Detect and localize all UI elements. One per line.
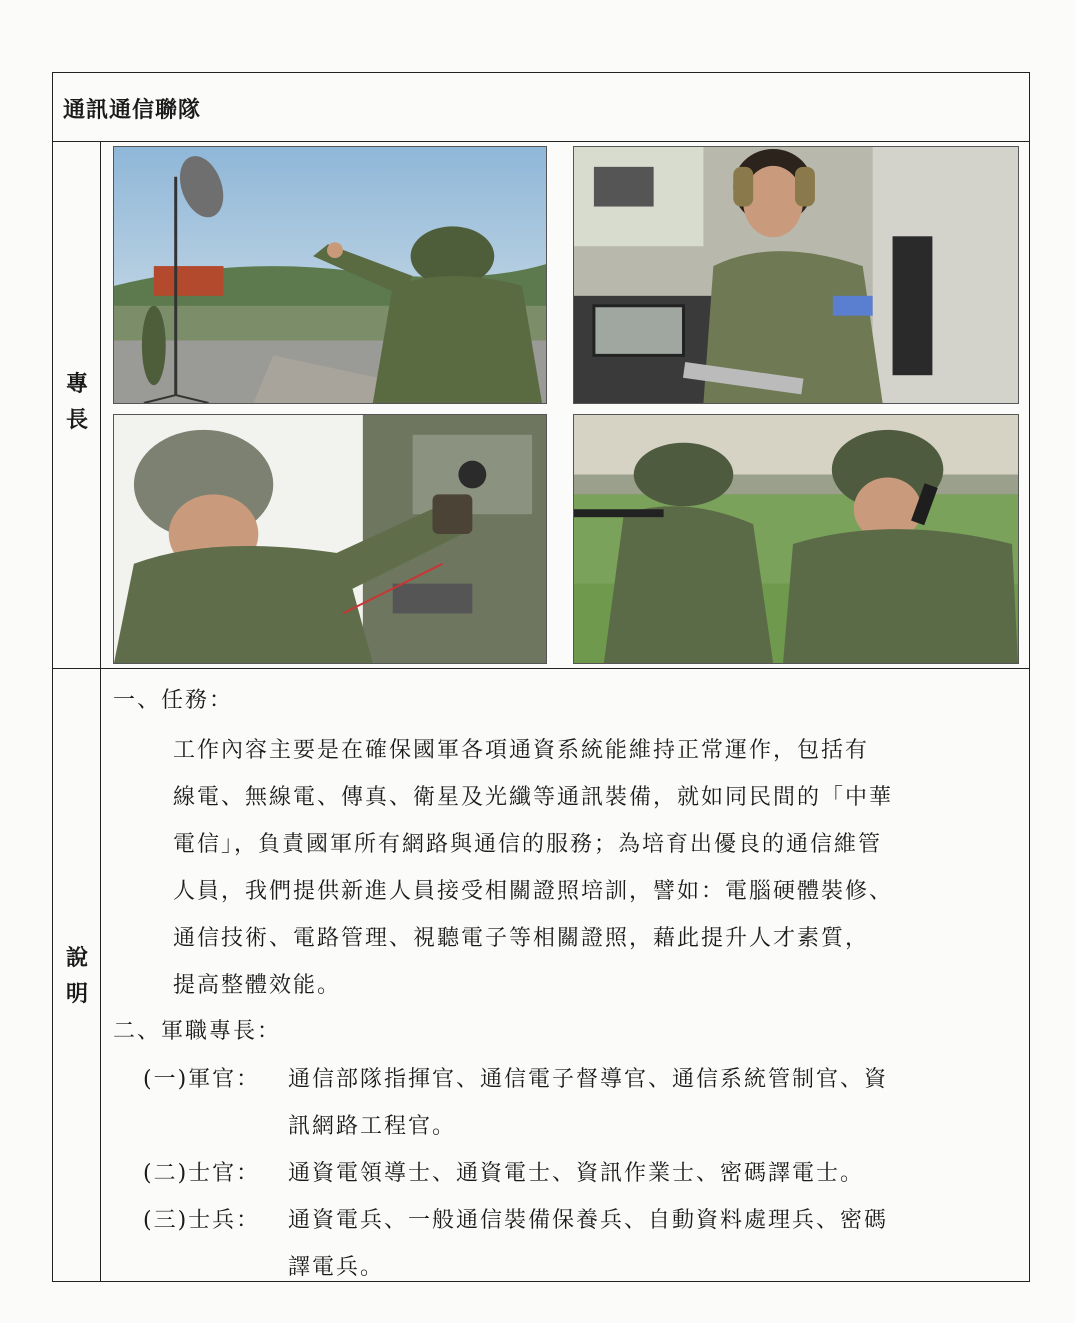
description-label-cell [53,669,101,1281]
document-table [52,72,1030,1282]
section1-line: 線電、無線電、傳真、衛星及光纖等通訊裝備，就如同民間的「中華 [173,785,894,810]
specialty-label: 專 長 [65,372,88,433]
description-row [53,669,1029,1281]
helmet-soldier-equipment-photo [113,414,547,664]
page-title: 通訊通信聯隊 [63,98,202,123]
section1-line: 人員，我們提供新進人員接受相關證照培訓，譬如：電腦硬體裝修、 [173,879,894,904]
section1-line: 通信技術、電路管理、視聽電子等相關證照，藉此提升人才素質， [173,926,870,951]
specialty-label-cell [53,142,101,668]
field-radio-soldiers-photo [573,414,1019,664]
radio-operator-photo [573,146,1019,404]
officer-line: 通信部隊指揮官、通信電子督導官、通信系統管制官、資 [288,1067,889,1092]
antenna-soldier-photo [113,146,547,404]
specialty-row [53,142,1029,669]
title-row [53,73,1029,142]
enlisted-label: (三)士兵： [143,1208,261,1233]
nco-line: 通資電領導士、通資電士、資訊作業士、密碼譯電士。 [288,1161,865,1186]
section1-line: 提高整體效能。 [173,973,342,998]
nco-label: (二)士官： [143,1161,261,1186]
section1-heading: 一、任務： [113,688,234,713]
officer-line: 訊網路工程官。 [288,1114,457,1139]
section1-line: 電信」，負責國軍所有網路與通信的服務；為培育出優良的通信維管 [173,832,883,857]
section1-line: 工作內容主要是在確保國軍各項通資系統能維持正常運作，包括有 [173,738,870,763]
officer-label: (一)軍官： [143,1067,261,1092]
enlisted-line: 通資電兵、一般通信裝備保養兵、自動資料處理兵、密碼 [288,1208,889,1233]
enlisted-line: 譯電兵。 [288,1255,385,1280]
section2-heading: 二、軍職專長： [113,1019,282,1044]
description-label: 說 明 [65,946,88,1007]
